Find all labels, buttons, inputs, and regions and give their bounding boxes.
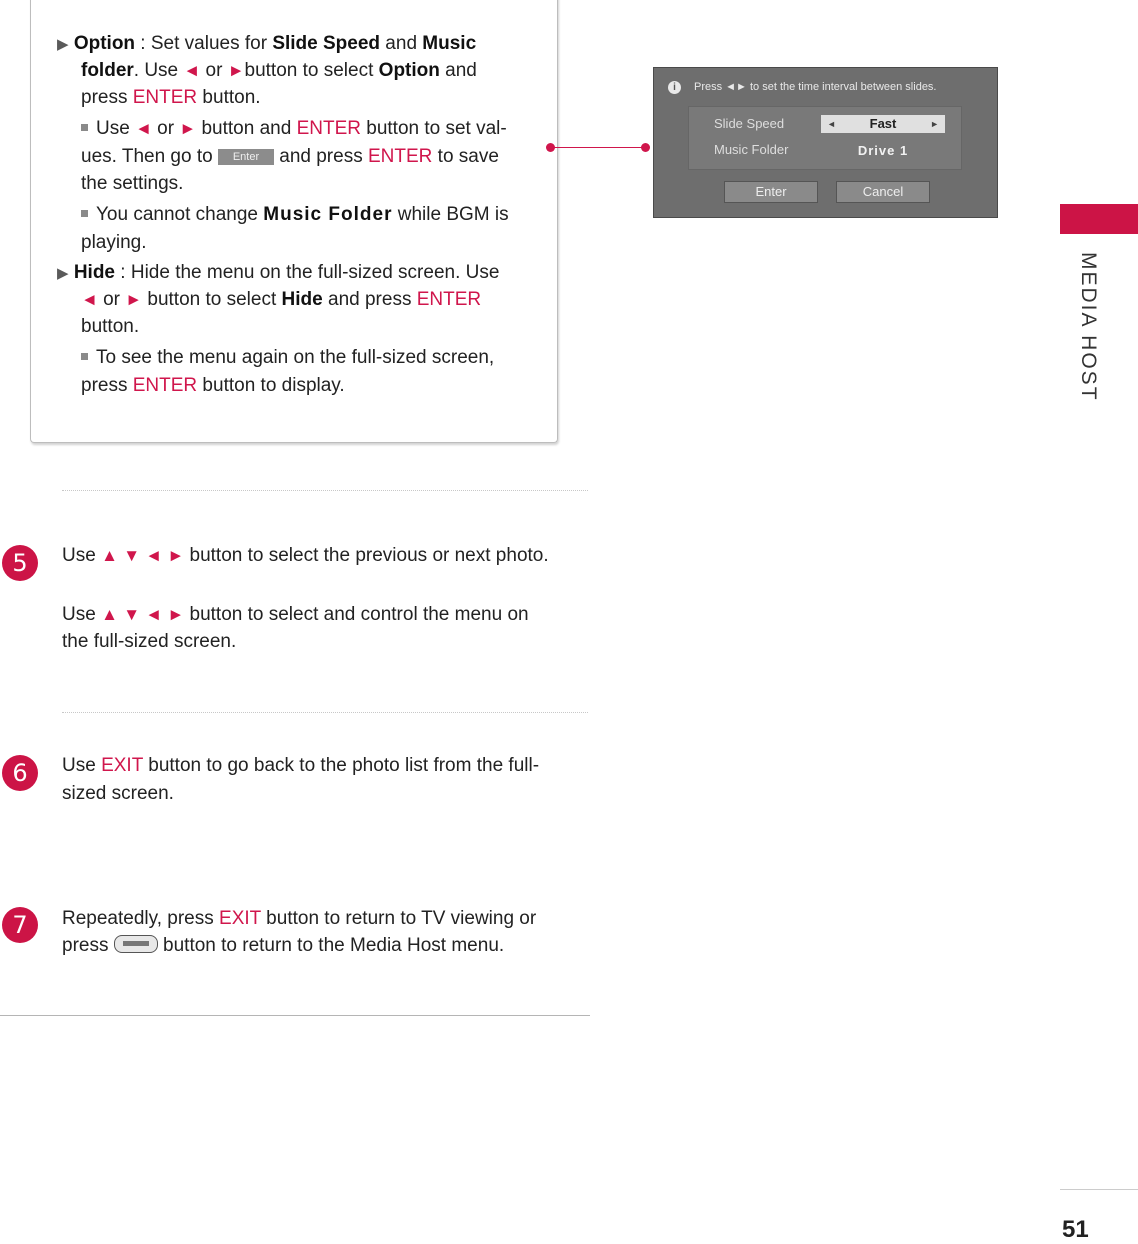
right-arrow-icon: ► [179,119,197,138]
step-6-line-1: Use EXIT button to go back to the photo list from the full- [62,755,540,776]
step-7-line-2: press button to return to the Media Host menu. [62,935,505,956]
left-arrow-icon: ◄ [135,119,152,138]
down-arrow-icon: ▼ [123,546,141,565]
content-bottom-rule [0,1015,590,1016]
hide-line-1: ▶ Hide : Hide the menu on the full-sized screen. Use [57,262,500,283]
up-arrow-icon: ▲ [101,546,118,565]
step-6-line-2: sized screen. [62,783,174,804]
step-6-badge: 6 [2,755,38,791]
option-line-3: press ENTER button. [81,87,261,108]
note-3-line-2: press ENTER button to display. [81,375,345,396]
page-number: 51 [1062,1216,1089,1243]
note-square-icon [81,353,88,360]
callout-connector-line [550,147,645,148]
left-arrow-icon: ◄ [145,546,163,565]
note-square-icon [81,124,88,131]
music-folder-label: Music Folder [714,142,789,157]
right-arrow-icon: ► [167,605,185,624]
slide-speed-label: Slide Speed [714,116,785,131]
step-5-line-2: Use ▲ ▼ ◄ ► button to select and control the menu on [62,604,529,625]
note-1-line-1: Use ◄ or ► button and ENTER button to set val- [81,115,507,142]
dotted-separator [62,490,588,491]
down-arrow-icon: ▼ [123,605,141,624]
note-1-line-2: ues. Then go to Enter and press ENTER to save [81,146,499,167]
enter-chip-icon: Enter [218,149,274,165]
option-line-1: ▶ Option : Set values for Slide Speed and Music [57,33,477,54]
step-5-badge: 5 [2,545,38,581]
note-square-icon [81,210,88,217]
right-arrow-icon: ► [227,61,245,80]
callout-dot-right [641,143,650,152]
hide-line-2: ◄ or ► button to select Hide and press ENTER [81,289,482,310]
option-line-2: folder. Use ◄ or ►button to select Option and [81,60,477,81]
up-arrow-icon: ▲ [101,605,118,624]
dialog-fields [688,106,962,170]
step-7-line-1: Repeatedly, press EXIT button to return to TV viewing or [62,908,537,929]
callout-dot-left [546,143,555,152]
slide-speed-selector[interactable]: ◄ Fast ► [821,115,945,133]
section-tab-label: MEDIA HOST [1077,252,1100,402]
left-arrow-icon: ◄ [145,605,163,624]
left-arrow-icon: ◄ [81,290,98,309]
bullet-triangle-icon: ▶ [57,265,69,282]
music-folder-value[interactable]: Drive 1 [857,143,909,158]
info-icon: i [668,81,681,94]
note-2-line-2: playing. [81,232,147,253]
cancel-button[interactable]: Cancel [836,181,930,203]
media-host-button-icon [114,935,158,953]
enter-button[interactable]: Enter [724,181,818,203]
instruction-box [30,0,558,443]
slideshow-option-dialog [653,67,998,218]
left-arrow-icon[interactable]: ◄ [827,119,836,129]
right-arrow-icon[interactable]: ► [930,119,939,129]
note-2-line-1: You cannot change Music Folder while BGM is [81,201,509,228]
step-5-line-1: Use ▲ ▼ ◄ ► button to select the previous or next photo. [62,545,549,566]
step-5-line-3: the full-sized screen. [62,631,237,652]
section-tab-marker [1060,204,1138,234]
dotted-separator [62,712,588,713]
right-arrow-icon: ► [167,546,185,565]
right-arrow-icon: ► [125,290,143,309]
step-7-badge: 7 [2,907,38,943]
dialog-hint: Press ◄► to set the time interval between slides. [694,81,937,93]
left-arrow-icon: ◄ [183,61,201,80]
note-1-line-3: the settings. [81,173,184,194]
option-label: Option [73,33,136,54]
page-number-rule [1060,1189,1138,1190]
bullet-triangle-icon: ▶ [57,36,69,53]
note-3-line-1: To see the menu again on the full-sized screen, [81,344,494,371]
hide-line-3: button. [81,316,140,337]
